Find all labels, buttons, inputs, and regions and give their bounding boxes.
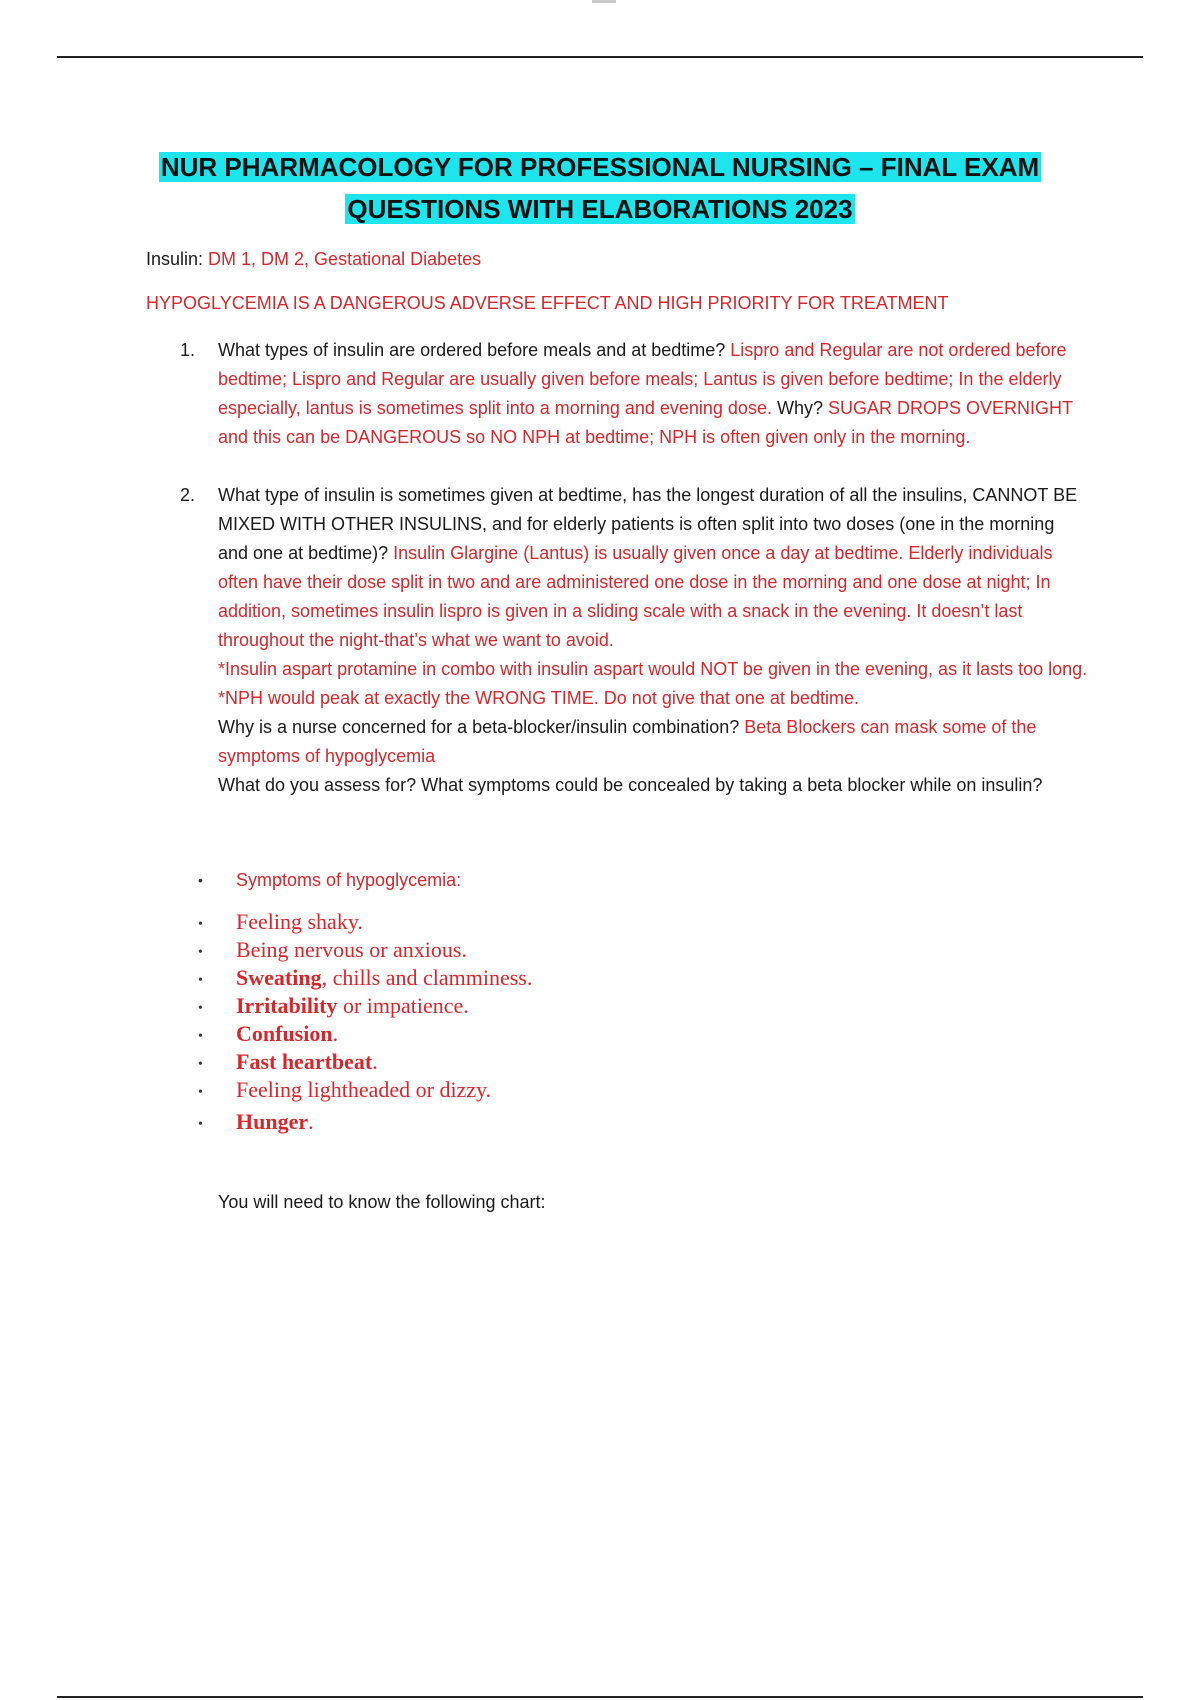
bullet-icon: • <box>198 1001 203 1016</box>
question-1-answer: Lispro and Regular are not ordered before bedtime; Lispro and Regular are usually given before meals; Lantus is given before bedtime; In the elderly especially, lantus is sometimes split into a morning and evening dose. <box>218 340 1067 418</box>
question-2-answer: Insulin Glargine (Lantus) is usually given once a day at bedtime. Elderly individuals often have their dose split in two and are administered one dose in the morning and one dose at night; In addition, sometimes insulin lispro is given in a sliding scale with a snack in the evening. It doesn’t last throughout the night-that’s what we want to avoid. <box>218 543 1053 650</box>
bullet-icon: • <box>198 872 203 888</box>
question-2-note-nph: *NPH would peak at exactly the WRONG TIME. Do not give that one at bedtime. <box>218 688 859 708</box>
symptoms-list <box>198 866 898 1136</box>
question-1-why-answer: SUGAR DROPS OVERNIGHT and this can be DANGEROUS so NO NPH at bedtime; NPH is often given only in the morning. <box>218 398 1073 447</box>
symptom-text: or impatience. <box>337 993 469 1018</box>
title-line-1: NUR PHARMACOLOGY FOR PROFESSIONAL NURSING – FINAL EXAM <box>160 152 1040 182</box>
beta-blocker-answer: Beta Blockers can mask some of the symptoms of hypoglycemia <box>218 717 1037 766</box>
symptom-emphasis: Hunger <box>236 1109 309 1134</box>
title-line-2: QUESTIONS WITH ELABORATIONS 2023 <box>347 194 853 224</box>
question-1-text: What types of insulin are ordered before meals and at bedtime? <box>218 340 731 360</box>
bullet-icon: • <box>198 945 203 960</box>
insulin-label: Insulin: <box>146 249 209 269</box>
symptom-emphasis: Confusion <box>236 1021 333 1046</box>
symptom-emphasis: Fast heartbeat <box>236 1049 373 1074</box>
top-rule <box>57 56 1143 58</box>
list-item <box>198 1048 898 1076</box>
hypoglycemia-warning: HYPOGLYCEMIA IS A DANGEROUS ADVERSE EFFECT AND HIGH PRIORITY FOR TREATMENT <box>146 293 949 313</box>
beta-blocker-question: Why is a nurse concerned for a beta-blocker/insulin combination? <box>218 717 745 737</box>
symptom-text: Being nervous or anxious. <box>236 937 467 962</box>
question-2-text: What type of insulin is sometimes given at bedtime, has the longest duration of all the insulins, CANNOT BE MIXED WITH OTHER INSULINS, and for elderly patients is often split into two doses (one in the morning and one at bedtime)? <box>218 485 1078 563</box>
question-1-number: 1. <box>180 340 196 360</box>
symptom-text: , chills and clamminess. <box>321 965 533 990</box>
symptom-text: . <box>332 1021 339 1046</box>
symptom-text: . <box>308 1109 314 1134</box>
bullet-icon: • <box>198 917 203 932</box>
symptoms-heading-item <box>198 866 898 908</box>
bullet-icon: • <box>198 1085 203 1100</box>
question-2-note-aspart: *Insulin aspart protamine in combo with insulin aspart would NOT be given in the evening, as it lasts too long. <box>218 659 1088 679</box>
document-title <box>100 146 1100 230</box>
symptom-text: Feeling shaky. <box>236 909 363 934</box>
question-1 <box>218 336 1088 452</box>
list-item <box>198 964 898 992</box>
bullet-icon: • <box>198 1029 203 1044</box>
symptom-emphasis: Irritability <box>236 993 338 1018</box>
question-2-number: 2. <box>180 485 196 505</box>
page-tab-marker <box>592 0 616 3</box>
bullet-icon: • <box>198 1057 203 1072</box>
chart-note: You will need to know the following chart: <box>218 1192 546 1212</box>
symptom-emphasis: Sweating <box>236 965 322 990</box>
insulin-indications: DM 1, DM 2, Gestational Diabetes <box>208 249 482 269</box>
insulin-line <box>146 246 1096 272</box>
list-item <box>198 1020 898 1048</box>
list-item <box>198 1108 898 1136</box>
list-item <box>198 992 898 1020</box>
bottom-rule <box>57 1696 1143 1698</box>
question-2 <box>218 481 1088 800</box>
bullet-icon: • <box>198 973 203 988</box>
bullet-icon: • <box>198 1117 203 1132</box>
list-item <box>198 1076 898 1104</box>
list-item <box>198 908 898 936</box>
assessment-question: What do you assess for? What symptoms could be concealed by taking a beta blocker while on insulin? <box>218 775 1043 795</box>
list-item <box>198 936 898 964</box>
symptoms-heading: Symptoms of hypoglycemia: <box>236 870 462 890</box>
symptom-text: Feeling lightheaded or dizzy. <box>236 1077 492 1102</box>
symptom-text: . <box>372 1049 378 1074</box>
question-1-why: Why? <box>771 398 828 418</box>
